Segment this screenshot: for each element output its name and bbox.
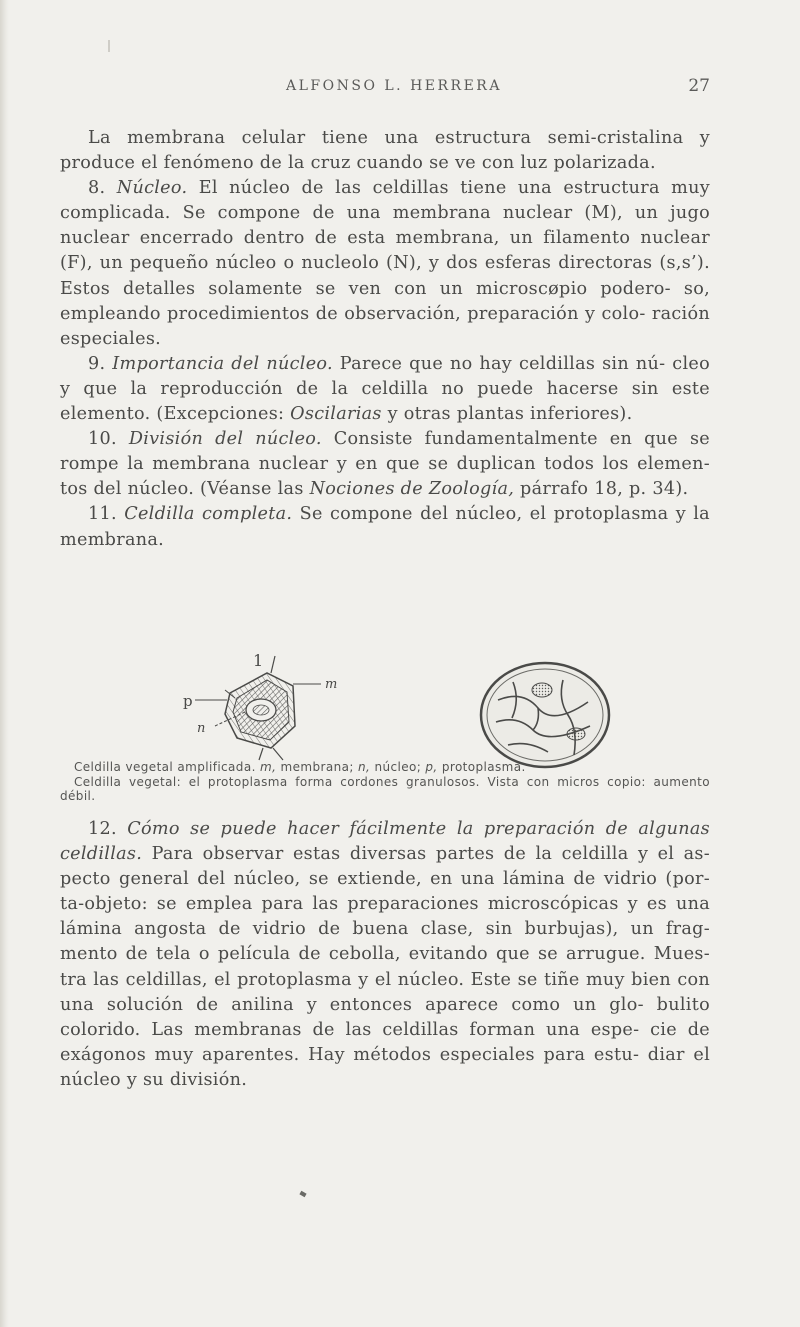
caption-line-2: Celdilla vegetal: el protoplasma forma cordones granulosos. Vista con micros copio: aumento débil. (60, 774, 710, 803)
section-number: 12. (88, 819, 117, 839)
paragraph-9-importancia: 9. Importancia del núcleo. Parece que no hay celdillas sin nú- cleo y que la reproducción de la celdilla no puede hacerse sin este elemento. (Excepciones: Oscilarias y otras plantas inferiores). (60, 353, 710, 425)
paragraph-membrana: La membrana celular tiene una estructura semi-cristalina y produce el fenómeno de la cruz cuando se ve con luz polarizada. (60, 128, 710, 174)
figure-caption (60, 760, 710, 804)
figure-label-p: p (183, 692, 193, 710)
running-head (60, 78, 710, 102)
section-number: 10. (88, 429, 117, 450)
section-heading: Cómo se puede hacer fácilmente la preparación de algunas celdillas. (60, 819, 710, 865)
section-number: 11. (88, 504, 117, 525)
figure-label-1: 1 (253, 651, 264, 670)
page-number: 27 (688, 76, 710, 96)
plant-cell-illustration (175, 648, 365, 763)
paragraph-10-division: 10. División del núcleo. Consiste fundamentalmente en que se rompe la membrana nuclear y en que se duplican todos los elemen- tos del núcleo. (Véanse las Nociones de Zoología, párrafo 18, p. 34). (60, 429, 710, 500)
paragraph-12-preparacion: 12. Cómo se puede hacer fácilmente la preparación de algunas celdillas. Para observar estas diversas partes de la celdilla y el as- pecto general del núcleo, se extiende, en una lámina de vidrio (por- ta-objeto: se emplea para las preparaciones microscópicas y es una lámina angosta de vidrio de buena clase, sin burbujas), un frag- mento de tela o película de cebolla, evitando que se arrugue. Mues- tra las celdillas, el protoplasma y el núcleo. Este se tiñe muy bien con una solución de anilina y entonces aparece como un glo- bulito colorido. Las membranas de las celdillas forman una espe- cie de exágonos muy aparentes. Hay métodos especiales para estu- diar el núcleo y su división. (60, 819, 710, 1090)
body-text-bottom (60, 817, 710, 1093)
cell-drawing (195, 656, 321, 760)
caption-line-1: Celdilla vegetal amplificada. m, membrana; n, núcleo; p, protoplasma. (74, 760, 526, 774)
section-heading: Celdilla completa. (124, 504, 293, 525)
ink-speck (299, 1191, 306, 1197)
figure-label-n: n (197, 721, 206, 736)
section-heading: Importancia del núcleo. (112, 353, 333, 374)
paragraph-11-celdilla-completa: 11. Celdilla completa. Se compone del núcleo, el protoplasma y la membrana. (60, 504, 710, 550)
section-number: 8. (88, 178, 106, 199)
running-title: ALFONSO L. HERRERA (286, 78, 502, 94)
page-edge-mark (108, 40, 110, 52)
paragraph-8-nucleo: 8. Núcleo. El núcleo de las celdillas tiene una estructura muy complicada. Se compone de una membrana nuclear (M), un jugo nuclear encerrado dentro de esta membrana, un filamento nuclear (F), un pequeño núcleo o nucleolo (N), y dos esferas directoras (s,s’). Estos detalles solamente se ven con un microscøpio podero- so, empleando procedimientos de observación, preparación y colo- ración especiales. (60, 178, 710, 349)
body-text-top (60, 126, 710, 553)
figure-label-m: m (325, 677, 338, 692)
figures-area (0, 640, 800, 770)
granular-cell-illustration (478, 660, 613, 770)
section-heading: División del núcleo. (128, 429, 322, 450)
section-number: 9. (88, 353, 106, 374)
section-heading: Núcleo. (116, 178, 188, 199)
